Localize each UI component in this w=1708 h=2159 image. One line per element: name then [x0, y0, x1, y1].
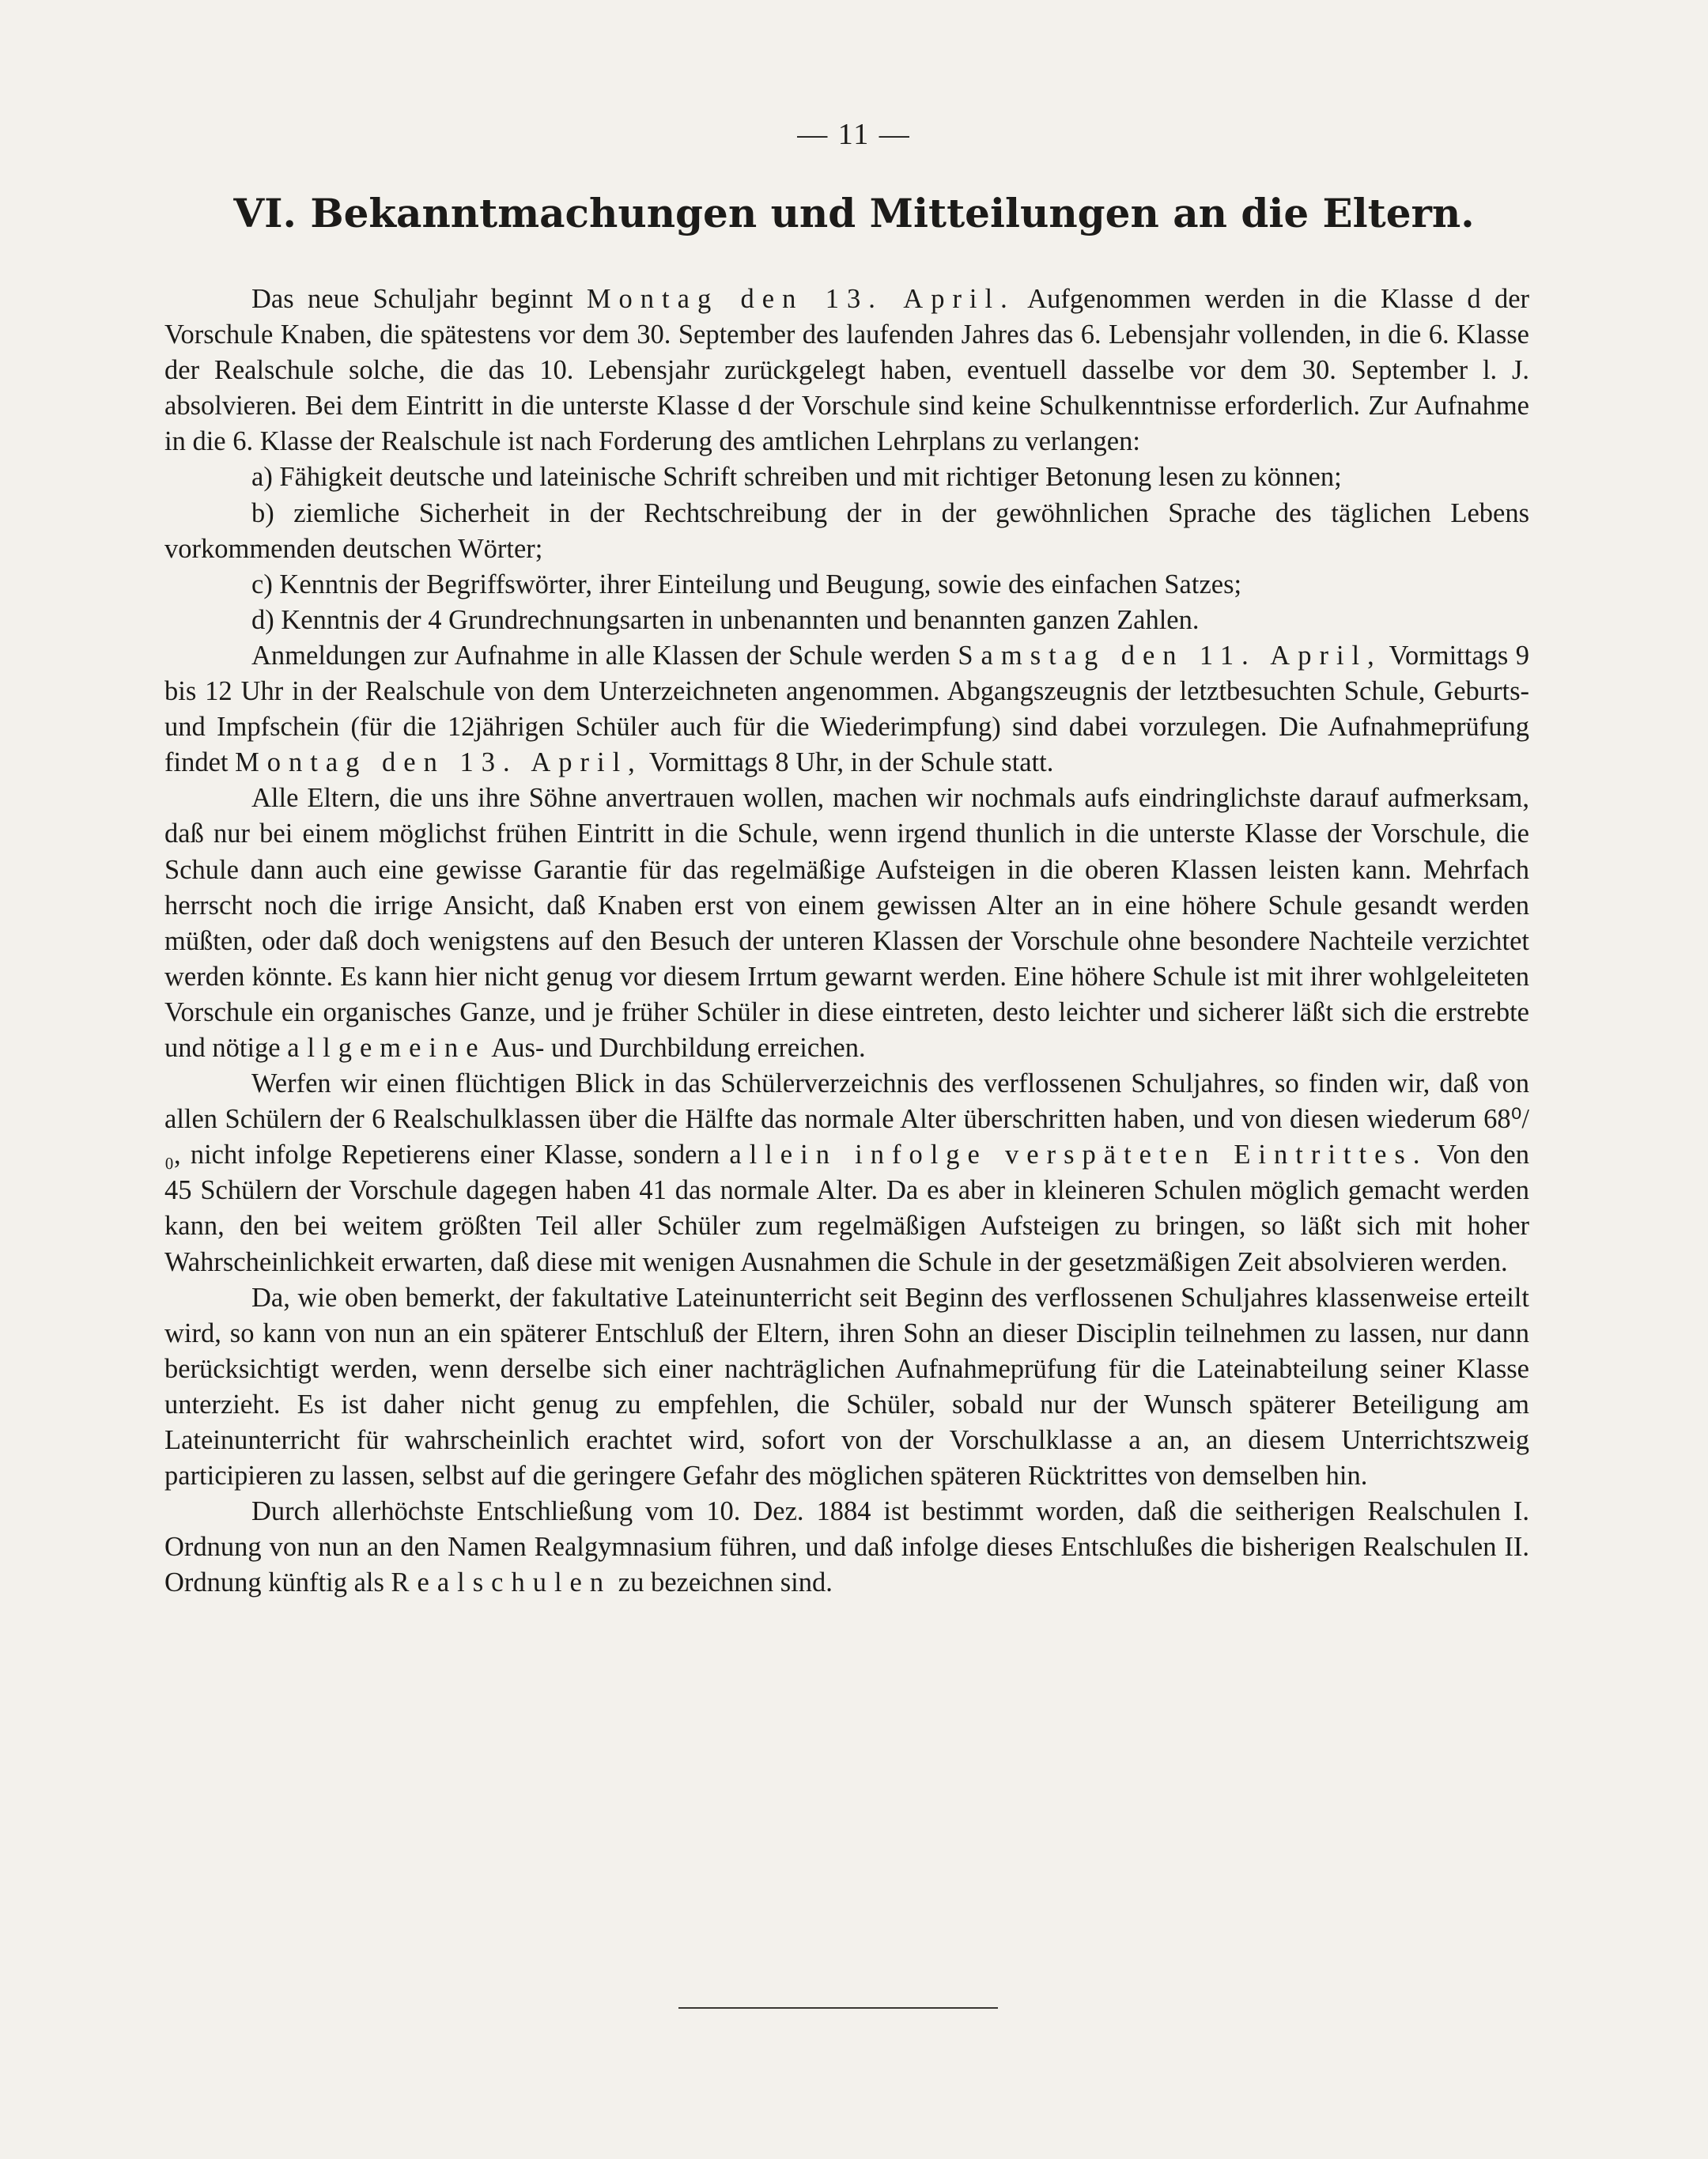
text-run: Werfen wir einen flüchtigen Blick in das Schülerverzeichnis des verflossenen Schuljahres, so finden wir, daß von allen Schülern der 6 Realschulklassen über die Hälfte das normale Alter überschritten haben, und von diesen wiederum 68⁰/₀, nicht infolge Repetierens einer Klasse, sondern: [164, 1068, 1529, 1170]
paragraph-registration: [164, 638, 1529, 781]
text-run: zu bezeichnen sind.: [611, 1567, 833, 1598]
text-run: Vormittags 9 bis 12 Uhr in der Realschule von dem Unterzeichneten angenommen. Abgangszeugnis der letztbesuchten Schule, Geburts- und Impfschein (für die 12jährigen Schüler auch für die Wiederimpfung) sind dabei vorzulegen. Die Aufnahmeprüfung findet: [164, 640, 1529, 778]
list-item-c: c) Kenntnis der Begriffswörter, ihrer Einteilung und Beugung, sowie des einfachen Satzes;: [251, 569, 1242, 599]
emphasis-phrase: allein infolge verspäteten Eintrittes.: [729, 1140, 1428, 1170]
emphasis-date: Montag den 13. April,: [235, 747, 643, 778]
emphasis-word: allgemeine: [287, 1032, 486, 1063]
closing-rule: [678, 2007, 998, 2009]
text-run: Vormittags 8 Uhr, in der Schule statt.: [642, 747, 1054, 778]
text-run: Alle Eltern, die uns ihre Söhne anvertrauen wollen, machen wir nochmals aufs eindringlichste darauf aufmerksam, daß nur bei einem möglichst frühen Eintritt in die Schule, wenn irgend thunlich in die unterste Klasse der Vorschule, die Schule dann auch eine gewisse Garantie für das regelmäßige Aufsteigen in die oberen Klassen leisten kann. Mehrfach herrscht noch die irrige Ansicht, daß Knaben erst von einem gewissen Alter an in eine höhere Schule gesandt werden müßten, oder daß doch wenigstens auf den Besuch der unteren Klassen der Vorschule ohne besondere Nachteile verzichtet werden könnte. Es kann hier nicht genug vor diesem Irrtum gewarnt werden. Eine höhere Schule ist mit ihrer wohlgeleiteten Vorschule ein organisches Ganze, und je früher Schüler in diese eintreten, desto leichter und sicherer läßt sich die erstrebte und nötige: [164, 783, 1529, 1063]
paragraph-school-year: [164, 282, 1529, 459]
text-run: Aufgenommen werden in die Klasse d der Vorschule Knaben, die spätestens vor dem 30. September des laufenden Jahres das 6. Lebensjahr vollenden, in die 6. Klasse der Realschule solche, die das 10. Lebensjahr zurückgelegt haben, eventuell dasselbe vor dem 30. September l. J. absolvieren. Bei dem Eintritt in die unterste Klasse d der Vorschule sind keine Schulkenntnisse erforderlich. Zur Aufnahme in die 6. Klasse der Realschule ist nach Forderung des amtlichen Lehrplans zu verlangen:: [164, 284, 1530, 457]
page-number: — 11 —: [797, 118, 911, 151]
text-run: Durch allerhöchste Entschließung vom 10. Dez. 1884 ist bestimmt worden, daß die seitherigen Realschulen I. Ordnung von nun an den Namen Realgymnasium führen, und daß infolge dieses Entschlußes die bisherigen Realschulen II. Ordnung künftig als: [164, 1496, 1529, 1598]
text-run: Anmeldungen zur Aufnahme in alle Klassen der Schule werden: [251, 640, 958, 671]
paragraph-latin: Da, wie oben bemerkt, der fakultative Lateinunterricht seit Beginn des verflossenen Schuljahres klassenweise erteilt wird, so kann von nun an ein späterer Entschluß der Eltern, ihren Sohn an dieser Disciplin teilnehmen zu lassen, nur dann berücksichtigt werden, wenn derselbe sich einer nachträglichen Aufnahmeprüfung für die Lateinabteilung seiner Klasse unterzieht. Es ist daher nicht genug zu empfehlen, die Schüler, sobald nur der Wunsch späterer Beteiligung am Lateinunterricht für wahrscheinlich erachtet wird, sofort von der Vorschulklasse a an, an diesem Unterrichtszweig participieren zu lassen, selbst auf die geringere Gefahr des möglichen späteren Rücktrittes von demselben hin.: [164, 1282, 1529, 1492]
section-heading: VI. Bekanntmachungen und Mitteilungen an die Eltern.: [233, 190, 1475, 236]
text-run: Aus- und Durchbildung erreichen.: [486, 1032, 866, 1063]
emphasis-date: Montag den 13. April.: [586, 284, 1015, 314]
list-item-a: a) Fähigkeit deutsche und lateinische Schrift schreiben und mit richtiger Betonung lesen zu können;: [251, 462, 1342, 493]
text-run: Das neue Schuljahr beginnt: [251, 284, 587, 314]
paragraph-decree: [164, 1494, 1529, 1601]
paragraph-statistics: [164, 1066, 1529, 1280]
text-run: Von den 45 Schülern der Vorschule dagegen haben 41 das normale Alter. Da es aber in kleineren Schulen möglich gemacht werden kann, den bei weitem größten Teil aller Schüler zum regelmäßigen Aufsteigen zu bringen, so läßt sich mit hoher Wahrscheinlichkeit erwarten, daß diese mit wenigen Ausnahmen die Schule in der gesetzmäßigen Zeit absolvieren werden.: [164, 1140, 1529, 1277]
emphasis-date: Samstag den 11. April,: [958, 640, 1382, 671]
body-text: [164, 282, 1529, 1601]
list-item-b: b) ziemliche Sicherheit in der Rechtschreibung der in der gewöhnlichen Sprache des täglichen Lebens vorkommenden deutschen Wörter;: [164, 497, 1529, 564]
list-item-d: d) Kenntnis der 4 Grundrechnungsarten in unbenannten und benannten ganzen Zahlen.: [251, 604, 1200, 635]
emphasis-word: Realschulen: [391, 1567, 612, 1598]
paragraph-early-entry: [164, 781, 1529, 1066]
